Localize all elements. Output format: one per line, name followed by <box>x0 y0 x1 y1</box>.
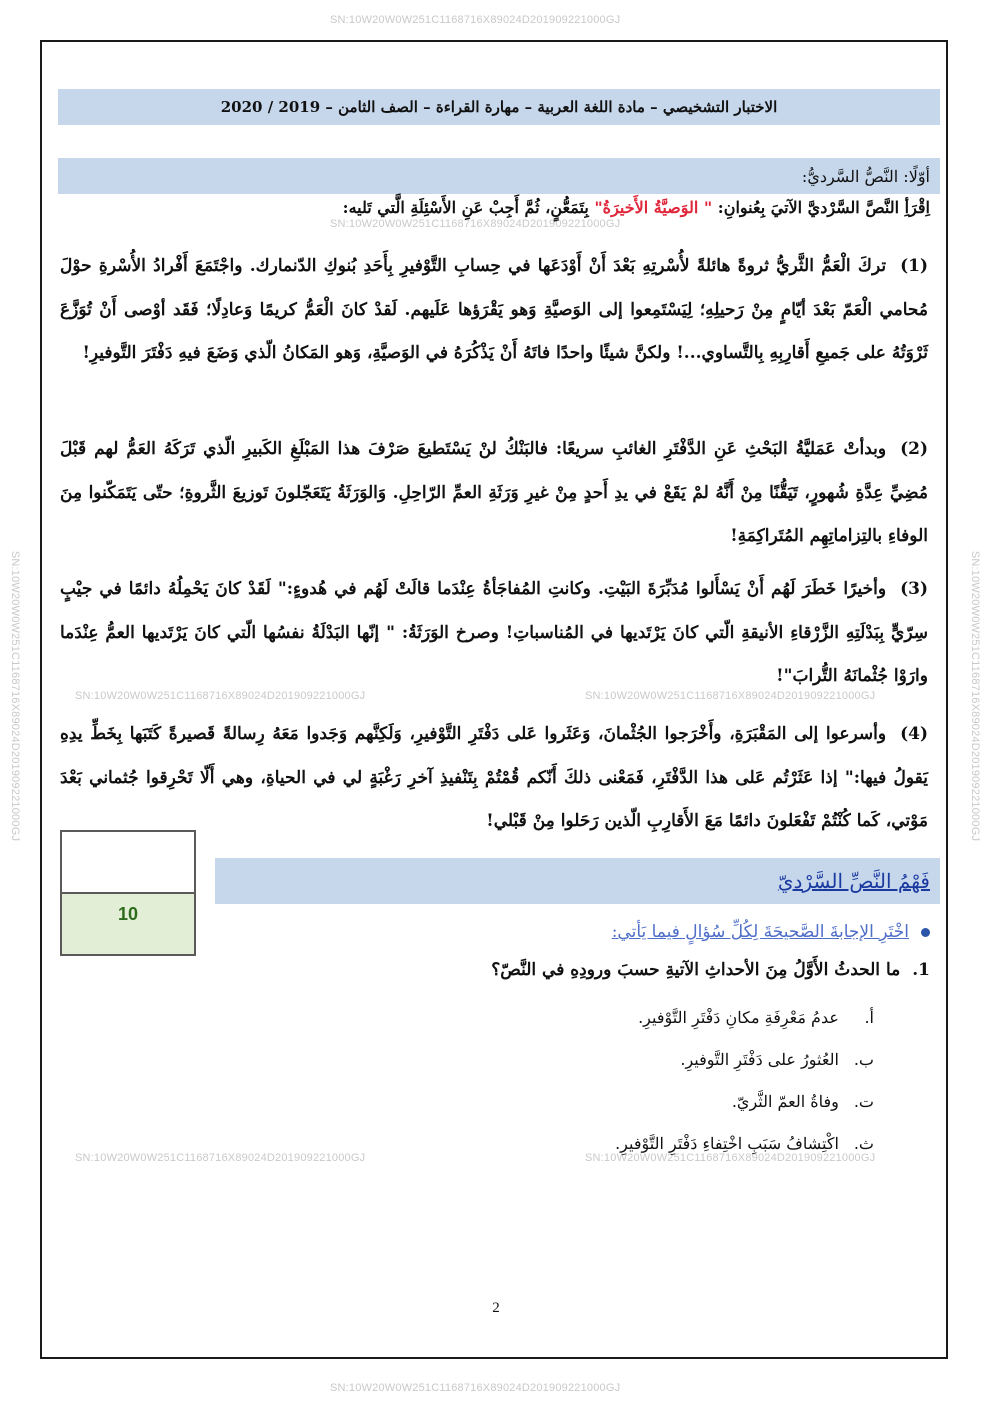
bullet-dot-icon <box>921 928 930 937</box>
option-letter: ت. <box>853 1092 874 1111</box>
option-a[interactable] <box>638 1008 874 1027</box>
watermark-bottom: SN:10W20W0W251C1168716X89024D201909221000GJ <box>330 1382 621 1394</box>
paragraph-number: (2) <box>900 439 928 459</box>
option-letter: أ. <box>864 1008 874 1027</box>
paragraph-1 <box>60 245 928 376</box>
score-total-cell: 10 <box>62 894 194 954</box>
question-text: ما الحدثُ الأَوَّلُ مِنَ الأحداثِ الآتيةِ حسبَ ورودِهِ في النَّصّ؟ <box>491 960 901 980</box>
watermark-line: SN:10W20W0W251C1168716X89024D201909221000GJ <box>75 690 366 702</box>
page-frame <box>40 40 948 1359</box>
question-1 <box>491 960 930 980</box>
paragraph-text: تركَ الْعَمُّ الثَّريُّ ثروةً هائلةً لأُسْرتِهِ بَعْدَ أَنْ أَوْدَعَها في حِسابِ التَّوْفيرِ بِأَحَدِ بُنوكِ الدّنمارك. واجْتَمَعَ أَفْرادُ الأُسْرةِ حوْلَ مُحامي الْعَمّ بَعْدَ أيّامٍ مِنْ رَحيلِهِ؛ لِيَسْتَمِعوا إلى الوَصيَّةِ وَهو يَقْرَؤها عَلَيهم. لَقدْ كانَ الْعَمُّ كريمًا وَعادِلًا؛ فَقَد أوْصى أَنْ تُوَزَّعَ ثَرْوَتُهُ على جَميعِ أَقارِبِهِ بِالتَّساوي...! ولكنَّ شيئًا واحدًا فاتَهُ أَنْ يَذْكُرَهُ في الوَصيَّةِ، وَهو المَكانُ الّذي وَضَعَ فيهِ دَفْتَرَ التَّوفيرِ! <box>60 256 928 363</box>
option-text: اكْتِشافُ سَبَبِ اخْتِفاءِ دَفْتَرِ التَّوْفيرِ. <box>615 1134 839 1153</box>
instruction-suffix: بِتَمَعُّنٍ، ثُمَّ أَجِبْ عَنِ الأَسْئِلَةِ الَّتي تَليه: <box>342 198 595 217</box>
choose-answer-instruction: اخْتَرِ الإجابةَ الصَّحيحَةَ لِكُلِّ سُؤالٍ فيما يَأتي: <box>611 922 909 942</box>
option-text: العُثورُ على دَفْتَرِ التَّوفيرِ. <box>680 1050 839 1069</box>
option-d[interactable] <box>615 1134 874 1153</box>
paragraph-4 <box>60 713 928 844</box>
watermark-right: SN:10W20W0W251C1168716X89024D201909221000GJ <box>969 550 982 842</box>
reading-instruction <box>70 198 930 217</box>
instruction-prefix: اِقْرَأِ النَّصَّ السَّرْديَّ الآتيَ بِعُنوانِ: <box>712 198 930 217</box>
story-title: " الوَصيَّةُ الأَخيرَةُ" <box>594 198 713 217</box>
question-number: 1. <box>912 960 930 980</box>
paragraph-text: وأخيرًا خَطَرَ لَهُم أَنْ يَسْأَلوا مُدَبِّرَةَ البَيْتِ. وكانتِ المُفاجَأةُ عِنْدَما قالَتْ لَهُم في هُدوءٍ:" لَقَدْ كانَ يَحْمِلُهُ دائمًا في جيْبٍ سِرّيٍّ بِبَدْلَتِهِ الزَّرْقاءِ الأنيقةِ الّتي كانَ يَرْتَديها في المُناسباتِ! وصرخ الوَرَثَةُ: " إنّها البَدْلَةُ نفسُها الّتي كانَ يَرْتَديها العمُّ عِنْدَما وارَوْا جُثْمانَهُ التُّرابَ"! <box>60 579 928 686</box>
option-text: وفاةُ العمّ الثَّريّ. <box>731 1092 839 1111</box>
watermark-line: SN:10W20W0W251C1168716X89024D201909221000GJ <box>585 690 876 702</box>
exam-header-title: الاختبار التشخيصي – مادة اللغة العربية – مهارة القراءة – الصف الثامن – 2019 / 2020 <box>220 98 778 116</box>
page-number: 2 <box>492 1300 500 1316</box>
paragraph-number: (3) <box>900 579 928 599</box>
option-letter: ث. <box>853 1134 874 1153</box>
watermark-line: SN:10W20W0W251C1168716X89024D201909221000GJ <box>585 1152 876 1164</box>
paragraph-3 <box>60 568 928 699</box>
watermark-left: SN:10W20W0W251C1168716X89024D201909221000GJ <box>9 550 22 842</box>
section-title: أوّلًا: النَّصُّ السَّرديُّ: <box>801 166 930 186</box>
score-earned-cell[interactable] <box>62 832 194 894</box>
watermark-line: SN:10W20W0W251C1168716X89024D201909221000GJ <box>330 218 621 230</box>
watermark-top: SN:10W20W0W251C1168716X89024D201909221000GJ <box>330 14 621 26</box>
option-c[interactable] <box>732 1092 874 1111</box>
paragraph-number: (1) <box>900 256 928 276</box>
watermark-line: SN:10W20W0W251C1168716X89024D201909221000GJ <box>75 1152 366 1164</box>
score-box <box>60 830 196 956</box>
option-b[interactable] <box>680 1050 874 1069</box>
paragraph-number: (4) <box>900 724 928 744</box>
option-letter: ب. <box>853 1050 874 1069</box>
paragraph-text: وأسرعوا إلى المَقْبَرَةِ، وأَخْرَجوا الجُثْمانَ، وَعَثَروا عَلى دَفْتَرِ التَّوْفيرِ، وَلَكِنَّهم وَجَدوا مَعَهُ رِسالةً قَصيرةً كَتَبَها بِخَطِّ يدِهِ يَقولُ فيها:" إذا عَثَرْتُم عَلى هذا الدَّفْتَرِ، فَمَعْنى ذلكَ أَنّكم قُمْتُمْ بِتَنْفيذِ آخرِ رَغْبَةٍ لي في الحياةِ، وهي أَلّا تَحْرِقوا جُثماني بَعْدَ مَوْتي، كَما كُنْتُمْ تَفْعَلونَ دائمًا مَعَ الأَقارِبِ الّذين رَحَلوا مِنْ قَبْلي! <box>60 724 928 831</box>
paragraph-text: وبدأتْ عَمَليَّةُ البَحْثِ عَنِ الدَّفْتَرِ الغائبِ سريعًا: فالبَنْكُ لنْ يَسْتَطيعَ صَرْفَ هذا المَبْلَغِ الكَبيرِ الّذي تَرَكَهُ العَمُّ لهم قَبْلَ مُضِيِّ عِدَّةِ شُهورٍ، تَيَقُّنًا مِنْ أَنَّهُ لمْ يَقَعْ في يدِ أَحدٍ مِنْ غيرِ وَرَثَةِ العمِّ الرّاحِلِ. وَالوَرَثَةُ يَتَعَجّلونَ تَوزيعَ الثَّروةِ؛ حتّى يَتَمَكّنوا مِنَ الوفاءِ بالتِزاماتِهِم المُتَراكِمَةِ! <box>60 439 928 546</box>
instruction-bullet <box>612 922 930 942</box>
comprehension-title: فَهْمُ النَّصِّ السَّرْديّ <box>777 869 930 893</box>
option-text: عدمُ مَعْرِفَةِ مكانِ دَفْتَرِ التَّوْفيرِ. <box>638 1008 839 1027</box>
paragraph-2 <box>60 428 928 559</box>
